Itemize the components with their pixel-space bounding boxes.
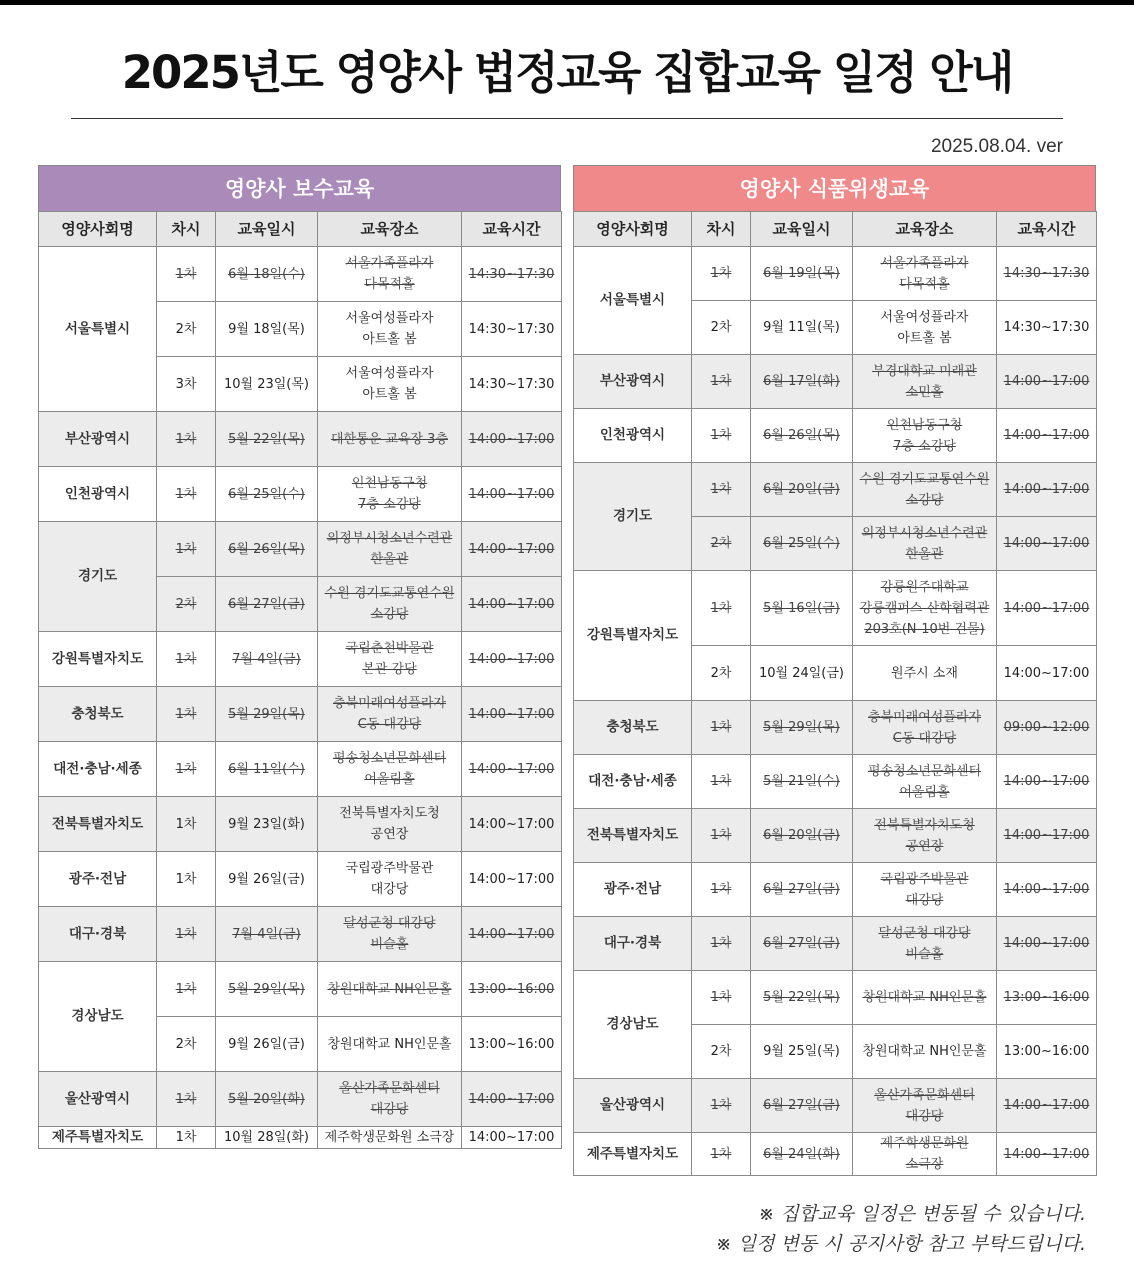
version-label: 2025.08.04. ver [930, 136, 1063, 157]
cell-date: 5월 20일(화) [216, 1072, 318, 1127]
cell-place: 부경대학교 미래관 소민홀 [853, 355, 997, 409]
cell-date: 6월 11일(수) [216, 742, 318, 797]
cell-place: 수원 경기도교통연수원 소강당 [853, 463, 997, 517]
cell-date: 5월 21일(수) [751, 755, 853, 809]
cell-time: 14:00~17:00 [997, 917, 1097, 971]
cell-place: 서울여성플라자 아트홀 봄 [318, 357, 462, 412]
table-header-row [574, 212, 1097, 247]
cell-place: 원주시 소재 [853, 646, 997, 701]
table-row [574, 917, 1097, 971]
cell-time: 14:00~17:00 [997, 863, 1097, 917]
cell-date: 6월 27일(금) [751, 863, 853, 917]
cell-place: 달성군청 대강당 비슬홀 [318, 907, 462, 962]
cell-time: 14:00~17:00 [462, 412, 562, 467]
cell-date: 6월 26일(목) [751, 409, 853, 463]
cell-session: 1차 [692, 755, 751, 809]
table-row [574, 355, 1097, 409]
cell-time: 14:00~17:00 [997, 517, 1097, 571]
panel-title-food-hygiene: 영양사 식품위생교육 [573, 165, 1096, 211]
table-row [39, 412, 562, 467]
cell-place: 국립광주박물관 대강당 [853, 863, 997, 917]
table-row [39, 247, 562, 302]
cell-session: 1차 [692, 571, 751, 646]
cell-place: 의정부시청소년수련관 한울관 [853, 517, 997, 571]
cell-time: 14:00~17:00 [462, 467, 562, 522]
cell-date: 5월 29일(목) [751, 701, 853, 755]
cell-time: 14:00~17:00 [462, 742, 562, 797]
cell-place: 대한통운 교육장 3층 [318, 412, 462, 467]
cell-place: 서울여성플라자 아트홀 봄 [318, 302, 462, 357]
cell-association: 대전·충남·세종 [574, 755, 692, 809]
col-header-association: 영양사회명 [39, 212, 157, 247]
table-row [39, 522, 562, 577]
table-row [39, 907, 562, 962]
table-row [39, 852, 562, 907]
col-header-session: 차시 [157, 212, 216, 247]
panel-food-hygiene-training [573, 165, 1096, 1176]
cell-date: 6월 25일(수) [751, 517, 853, 571]
cell-association: 경기도 [39, 522, 157, 632]
cell-session: 1차 [692, 863, 751, 917]
cell-place: 제주학생문화원 소극장 [853, 1133, 997, 1176]
cell-session: 1차 [157, 797, 216, 852]
cell-date: 7월 4일(금) [216, 907, 318, 962]
cell-date: 6월 20일(금) [751, 463, 853, 517]
cell-association: 충청북도 [574, 701, 692, 755]
cell-time: 14:00~17:00 [997, 809, 1097, 863]
table-row [574, 809, 1097, 863]
cell-association: 제주특별자치도 [39, 1127, 157, 1149]
table-row [39, 797, 562, 852]
cell-place: 평송청소년문화센터 어울림홀 [318, 742, 462, 797]
cell-session: 1차 [157, 247, 216, 302]
cell-time: 14:30~17:30 [462, 357, 562, 412]
cell-date: 5월 29일(목) [216, 687, 318, 742]
cell-time: 14:00~17:00 [462, 1127, 562, 1149]
cell-session: 2차 [157, 302, 216, 357]
cell-place: 인천남동구청 7층 소강당 [318, 467, 462, 522]
cell-association: 경상남도 [39, 962, 157, 1072]
table-body [574, 247, 1097, 1176]
cell-date: 9월 26일(금) [216, 1017, 318, 1072]
cell-time: 14:00~17:00 [462, 907, 562, 962]
cell-date: 5월 22일(목) [751, 971, 853, 1025]
cell-time: 14:00~17:00 [462, 522, 562, 577]
cell-place: 서울가족플라자 다목적홀 [318, 247, 462, 302]
cell-place: 달성군청 대강당 비슬홀 [853, 917, 997, 971]
cell-place: 국립광주박물관 대강당 [318, 852, 462, 907]
col-header-date: 교육일시 [216, 212, 318, 247]
cell-time: 13:00~16:00 [462, 962, 562, 1017]
cell-session: 1차 [157, 852, 216, 907]
cell-time: 14:00~17:00 [997, 755, 1097, 809]
footnote-schedule-change: ※ 집합교육 일정은 변동될 수 있습니다. [758, 1203, 1086, 1225]
cell-time: 14:30~17:30 [462, 247, 562, 302]
cell-time: 14:00~17:00 [997, 646, 1097, 701]
table-row [574, 971, 1097, 1025]
cell-date: 10월 28일(화) [216, 1127, 318, 1149]
table-row [574, 701, 1097, 755]
col-header-association: 영양사회명 [574, 212, 692, 247]
panel-title-refresher: 영양사 보수교육 [38, 165, 561, 211]
cell-association: 대전·충남·세종 [39, 742, 157, 797]
cell-association: 울산광역시 [39, 1072, 157, 1127]
title-divider [71, 118, 1063, 119]
cell-place: 충북미래여성플라자 C동 대강당 [853, 701, 997, 755]
cell-date: 6월 19일(목) [751, 247, 853, 301]
cell-time: 09:00~12:00 [997, 701, 1097, 755]
cell-session: 1차 [157, 632, 216, 687]
cell-date: 10월 24일(금) [751, 646, 853, 701]
cell-session: 1차 [692, 355, 751, 409]
table-header-row [39, 212, 562, 247]
cell-time: 13:00~16:00 [997, 1025, 1097, 1079]
cell-session: 1차 [157, 467, 216, 522]
cell-time: 14:00~17:00 [462, 687, 562, 742]
cell-association: 광주·전남 [574, 863, 692, 917]
table-row [574, 1079, 1097, 1133]
table-body [39, 247, 562, 1149]
table-row [39, 1072, 562, 1127]
cell-session: 1차 [157, 412, 216, 467]
cell-date: 6월 27일(금) [216, 577, 318, 632]
cell-association: 제주특별자치도 [574, 1133, 692, 1176]
cell-session: 1차 [692, 409, 751, 463]
cell-time: 13:00~16:00 [997, 971, 1097, 1025]
cell-time: 14:00~17:00 [997, 571, 1097, 646]
cell-time: 14:30~17:30 [462, 302, 562, 357]
cell-place: 울산가족문화센터 대강당 [318, 1072, 462, 1127]
cell-association: 서울특별시 [39, 247, 157, 412]
table-row [39, 742, 562, 797]
cell-session: 2차 [157, 1017, 216, 1072]
cell-date: 6월 17일(화) [751, 355, 853, 409]
cell-date: 6월 26일(목) [216, 522, 318, 577]
cell-session: 1차 [157, 522, 216, 577]
table-row [574, 571, 1097, 646]
cell-place: 창원대학교 NH인문홀 [853, 971, 997, 1025]
cell-association: 부산광역시 [574, 355, 692, 409]
table-row [39, 632, 562, 687]
cell-time: 14:00~17:00 [462, 797, 562, 852]
panel-refresher-training [38, 165, 561, 1149]
cell-session: 1차 [692, 463, 751, 517]
cell-place: 제주학생문화원 소극장 [318, 1127, 462, 1149]
cell-time: 14:30~17:30 [997, 301, 1097, 355]
cell-date: 9월 25일(목) [751, 1025, 853, 1079]
cell-session: 1차 [692, 809, 751, 863]
table-row [39, 467, 562, 522]
cell-association: 울산광역시 [574, 1079, 692, 1133]
cell-place: 충북미래여성플라자 C동 대강당 [318, 687, 462, 742]
cell-session: 2차 [692, 517, 751, 571]
cell-association: 광주·전남 [39, 852, 157, 907]
table-row [574, 463, 1097, 517]
cell-association: 인천광역시 [39, 467, 157, 522]
cell-association: 충청북도 [39, 687, 157, 742]
col-header-place: 교육장소 [318, 212, 462, 247]
cell-session: 3차 [157, 357, 216, 412]
cell-session: 1차 [157, 1072, 216, 1127]
cell-date: 5월 16일(금) [751, 571, 853, 646]
table-row [574, 863, 1097, 917]
col-header-time: 교육시간 [462, 212, 562, 247]
cell-date: 6월 24일(화) [751, 1133, 853, 1176]
cell-time: 13:00~16:00 [462, 1017, 562, 1072]
cell-association: 대구·경북 [574, 917, 692, 971]
cell-session: 1차 [157, 962, 216, 1017]
cell-association: 강원특별자치도 [574, 571, 692, 701]
cell-time: 14:00~17:00 [462, 1072, 562, 1127]
cell-session: 1차 [692, 247, 751, 301]
cell-date: 6월 20일(금) [751, 809, 853, 863]
cell-session: 1차 [692, 917, 751, 971]
table-row [39, 1127, 562, 1149]
cell-association: 인천광역시 [574, 409, 692, 463]
cell-date: 6월 27일(금) [751, 917, 853, 971]
footnotes [716, 1199, 1086, 1259]
cell-time: 14:00~17:00 [997, 409, 1097, 463]
cell-association: 서울특별시 [574, 247, 692, 355]
cell-session: 1차 [692, 971, 751, 1025]
cell-date: 6월 18일(수) [216, 247, 318, 302]
schedule-table-refresher [38, 211, 562, 1149]
cell-session: 2차 [157, 577, 216, 632]
footnote-check-notices: ※ 일정 변동 시 공지사항 참고 부탁드립니다. [715, 1233, 1086, 1255]
cell-session: 1차 [692, 1133, 751, 1176]
cell-place: 인천남동구청 7층 소강당 [853, 409, 997, 463]
cell-session: 2차 [692, 646, 751, 701]
col-header-date: 교육일시 [751, 212, 853, 247]
cell-time: 14:00~17:00 [462, 852, 562, 907]
cell-place: 강릉원주대학교 강릉캠퍼스 산학협력관 203호(N-10번 건물) [853, 571, 997, 646]
cell-association: 전북특별자치도 [39, 797, 157, 852]
table-row [574, 247, 1097, 301]
cell-session: 2차 [692, 301, 751, 355]
cell-date: 10월 23일(목) [216, 357, 318, 412]
table-row [574, 1133, 1097, 1176]
cell-place: 평송청소년문화센터 어울림홀 [853, 755, 997, 809]
cell-association: 부산광역시 [39, 412, 157, 467]
cell-association: 경기도 [574, 463, 692, 571]
cell-session: 1차 [157, 1127, 216, 1149]
cell-time: 14:00~17:00 [997, 355, 1097, 409]
cell-time: 14:00~17:00 [997, 463, 1097, 517]
cell-place: 국립춘천박물관 본관 강당 [318, 632, 462, 687]
cell-date: 9월 11일(목) [751, 301, 853, 355]
cell-time: 14:00~17:00 [997, 1079, 1097, 1133]
cell-place: 수원 경기도교통연수원 소강당 [318, 577, 462, 632]
cell-place: 창원대학교 NH인문홀 [318, 962, 462, 1017]
schedule-table-food-hygiene [573, 211, 1097, 1176]
cell-place: 울산가족문화센터 대강당 [853, 1079, 997, 1133]
cell-date: 9월 26일(금) [216, 852, 318, 907]
top-border [0, 0, 1134, 5]
table-row [39, 687, 562, 742]
cell-date: 5월 29일(목) [216, 962, 318, 1017]
cell-place: 창원대학교 NH인문홀 [318, 1017, 462, 1072]
cell-time: 14:30~17:30 [997, 247, 1097, 301]
cell-place: 서울여성플라자 아트홀 봄 [853, 301, 997, 355]
table-row [39, 962, 562, 1017]
cell-place: 창원대학교 NH인문홀 [853, 1025, 997, 1079]
table-row [574, 755, 1097, 809]
cell-association: 대구·경북 [39, 907, 157, 962]
cell-session: 2차 [692, 1025, 751, 1079]
col-header-time: 교육시간 [997, 212, 1097, 247]
col-header-place: 교육장소 [853, 212, 997, 247]
cell-session: 1차 [157, 907, 216, 962]
cell-place: 서울가족플라자 다목적홀 [853, 247, 997, 301]
cell-session: 1차 [157, 742, 216, 797]
cell-date: 5월 22일(목) [216, 412, 318, 467]
cell-place: 전북특별자치도청 공연장 [853, 809, 997, 863]
cell-place: 의정부시청소년수련관 한울관 [318, 522, 462, 577]
cell-date: 6월 27일(금) [751, 1079, 853, 1133]
cell-session: 1차 [692, 1079, 751, 1133]
cell-date: 9월 18일(목) [216, 302, 318, 357]
col-header-session: 차시 [692, 212, 751, 247]
page-title: 2025년도 영양사 법정교육 집합교육 일정 안내 [121, 46, 1013, 99]
cell-time: 14:00~17:00 [997, 1133, 1097, 1176]
table-row [574, 409, 1097, 463]
cell-time: 14:00~17:00 [462, 577, 562, 632]
cell-session: 1차 [692, 701, 751, 755]
cell-time: 14:00~17:00 [462, 632, 562, 687]
cell-place: 전북특별자치도청 공연장 [318, 797, 462, 852]
cell-association: 경상남도 [574, 971, 692, 1079]
cell-date: 9월 23일(화) [216, 797, 318, 852]
cell-date: 6월 25일(수) [216, 467, 318, 522]
cell-session: 1차 [157, 687, 216, 742]
cell-association: 강원특별자치도 [39, 632, 157, 687]
cell-date: 7월 4일(금) [216, 632, 318, 687]
cell-association: 전북특별자치도 [574, 809, 692, 863]
